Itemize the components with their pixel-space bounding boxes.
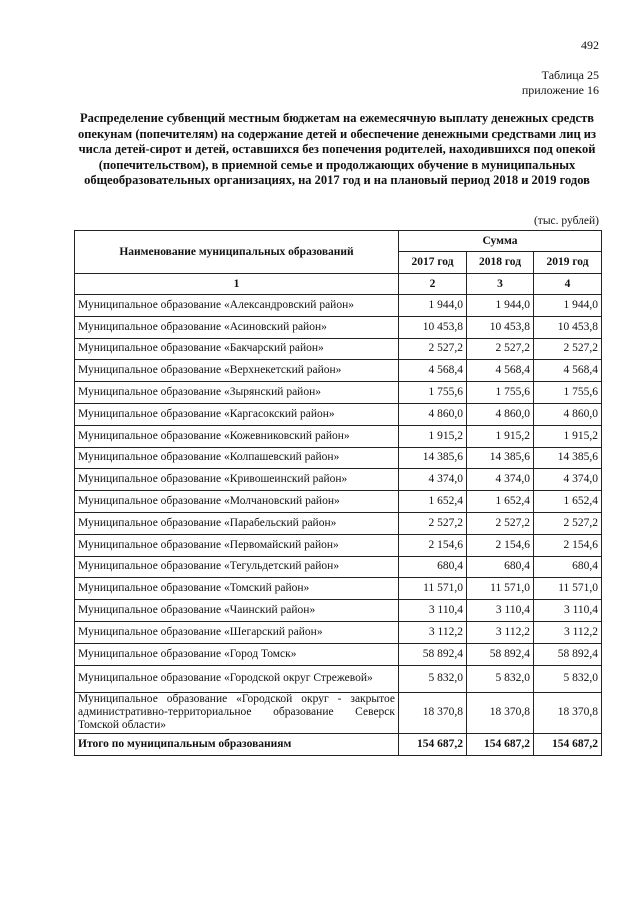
header-sum: Сумма: [399, 231, 602, 252]
total-2017: 154 687,2: [399, 733, 467, 755]
municipality-name: Муниципальное образование «Верхнекетский район»: [75, 360, 399, 382]
municipality-name: Муниципальное образование «Городской округ Стрежевой»: [75, 665, 399, 692]
subsidy-table: [74, 230, 602, 756]
amount-2018: 10 453,8: [467, 316, 534, 338]
total-label: Итого по муниципальным образованиям: [75, 733, 399, 755]
amount-2017: 1 944,0: [399, 295, 467, 317]
amount-2019: 5 832,0: [534, 665, 602, 692]
amount-2018: 4 374,0: [467, 469, 534, 491]
amount-2017: 3 110,4: [399, 600, 467, 622]
municipality-name: Муниципальное образование «Город Томск»: [75, 643, 399, 665]
amount-2017: 18 370,8: [399, 692, 467, 733]
table-row: [75, 512, 602, 534]
municipality-name: Муниципальное образование «Парабельский район»: [75, 512, 399, 534]
amount-2017: 1 915,2: [399, 425, 467, 447]
municipality-name: Муниципальное образование «Бакчарский район»: [75, 338, 399, 360]
total-row: [75, 733, 602, 755]
municipality-name: Муниципальное образование «Каргасокский район»: [75, 403, 399, 425]
table-row: [75, 382, 602, 404]
header-year-2018: 2018 год: [467, 252, 534, 274]
amount-2017: 3 112,2: [399, 621, 467, 643]
amount-2017: 1 652,4: [399, 491, 467, 513]
municipality-name: Муниципальное образование «Колпашевский район»: [75, 447, 399, 469]
amount-2019: 1 915,2: [534, 425, 602, 447]
amount-2018: 2 527,2: [467, 512, 534, 534]
document-title: Распределение субвенций местным бюджетам на ежемесячную выплату денежных средств опекунам (попечителям) на содержание детей и обеспечение денежными средствами лиц из числа детей-сирот и детей, оставшихся без попечения родителей, находившихся под опекой (попечительством), в приемной семье и продолжающих обучение в муниципальных общеобразовательных организациях, на 2017 год и на плановый период 2018 и 2019 годов: [77, 111, 597, 188]
amount-2019: 18 370,8: [534, 692, 602, 733]
amount-2018: 5 832,0: [467, 665, 534, 692]
table-row: [75, 447, 602, 469]
municipality-name: Муниципальное образование «Кривошеинский район»: [75, 469, 399, 491]
municipality-name: Муниципальное образование «Кожевниковский район»: [75, 425, 399, 447]
amount-2017: 4 374,0: [399, 469, 467, 491]
appendix-number: приложение 16: [521, 83, 599, 97]
amount-2018: 18 370,8: [467, 692, 534, 733]
municipality-name: Муниципальное образование «Городской округ - закрытое административно-территориальное образование Северск Томской области»: [75, 692, 399, 733]
table-row: [75, 578, 602, 600]
amount-2018: 14 385,6: [467, 447, 534, 469]
page-number: 492: [581, 38, 599, 52]
total-2019: 154 687,2: [534, 733, 602, 755]
amount-2018: 1 652,4: [467, 491, 534, 513]
amount-2017: 14 385,6: [399, 447, 467, 469]
table-row: [75, 491, 602, 513]
amount-2017: 58 892,4: [399, 643, 467, 665]
amount-2017: 4 568,4: [399, 360, 467, 382]
amount-2017: 11 571,0: [399, 578, 467, 600]
amount-2019: 1 652,4: [534, 491, 602, 513]
amount-2019: 2 527,2: [534, 512, 602, 534]
amount-2018: 58 892,4: [467, 643, 534, 665]
amount-2017: 4 860,0: [399, 403, 467, 425]
municipality-name: Муниципальное образование «Александровский район»: [75, 295, 399, 317]
table-row: [75, 556, 602, 578]
table-row: [75, 621, 602, 643]
amount-2018: 3 110,4: [467, 600, 534, 622]
municipality-name: Муниципальное образование «Молчановский район»: [75, 491, 399, 513]
amount-2018: 680,4: [467, 556, 534, 578]
amount-2019: 3 112,2: [534, 621, 602, 643]
municipality-name: Муниципальное образование «Зырянский район»: [75, 382, 399, 404]
amount-2018: 1 944,0: [467, 295, 534, 317]
total-2018: 154 687,2: [467, 733, 534, 755]
amount-2019: 14 385,6: [534, 447, 602, 469]
municipality-name: Муниципальное образование «Асиновский район»: [75, 316, 399, 338]
amount-2019: 1 755,6: [534, 382, 602, 404]
table-row: [75, 600, 602, 622]
table-row: [75, 692, 602, 733]
municipality-name: Муниципальное образование «Шегарский район»: [75, 621, 399, 643]
table-row: [75, 295, 602, 317]
col-index: 2: [399, 274, 467, 295]
amount-2018: 3 112,2: [467, 621, 534, 643]
table-row: [75, 665, 602, 692]
amount-2019: 58 892,4: [534, 643, 602, 665]
municipality-name: Муниципальное образование «Тегульдетский район»: [75, 556, 399, 578]
amount-2017: 2 154,6: [399, 534, 467, 556]
table-body: [75, 295, 602, 734]
table-row: [75, 338, 602, 360]
amount-2019: 2 154,6: [534, 534, 602, 556]
header-year-2017: 2017 год: [399, 252, 467, 274]
amount-2018: 11 571,0: [467, 578, 534, 600]
municipality-name: Муниципальное образование «Первомайский район»: [75, 534, 399, 556]
municipality-name: Муниципальное образование «Томский район»: [75, 578, 399, 600]
amount-2018: 2 154,6: [467, 534, 534, 556]
amount-2019: 3 110,4: [534, 600, 602, 622]
amount-2018: 2 527,2: [467, 338, 534, 360]
amount-2019: 10 453,8: [534, 316, 602, 338]
col-index: 1: [75, 274, 399, 295]
table-row: [75, 534, 602, 556]
header-year-2019: 2019 год: [534, 252, 602, 274]
amount-2018: 1 915,2: [467, 425, 534, 447]
header-name: Наименование муниципальных образований: [75, 231, 399, 274]
col-index: 3: [467, 274, 534, 295]
amount-2019: 2 527,2: [534, 338, 602, 360]
amount-2017: 5 832,0: [399, 665, 467, 692]
units-label: (тыс. рублей): [533, 215, 599, 227]
table-row: [75, 360, 602, 382]
amount-2018: 4 860,0: [467, 403, 534, 425]
amount-2019: 11 571,0: [534, 578, 602, 600]
amount-2018: 1 755,6: [467, 382, 534, 404]
municipality-name: Муниципальное образование «Чаинский район»: [75, 600, 399, 622]
table-row: [75, 469, 602, 491]
table-row: [75, 316, 602, 338]
amount-2018: 4 568,4: [467, 360, 534, 382]
amount-2017: 2 527,2: [399, 338, 467, 360]
amount-2019: 4 374,0: [534, 469, 602, 491]
amount-2017: 10 453,8: [399, 316, 467, 338]
amount-2019: 1 944,0: [534, 295, 602, 317]
amount-2017: 680,4: [399, 556, 467, 578]
table-row: [75, 403, 602, 425]
table-reference: [522, 68, 599, 98]
amount-2019: 680,4: [534, 556, 602, 578]
table-row: [75, 643, 602, 665]
table-number: Таблица 25: [541, 68, 599, 82]
amount-2019: 4 568,4: [534, 360, 602, 382]
table-row: [75, 425, 602, 447]
col-index: 4: [534, 274, 602, 295]
amount-2019: 4 860,0: [534, 403, 602, 425]
amount-2017: 2 527,2: [399, 512, 467, 534]
amount-2017: 1 755,6: [399, 382, 467, 404]
